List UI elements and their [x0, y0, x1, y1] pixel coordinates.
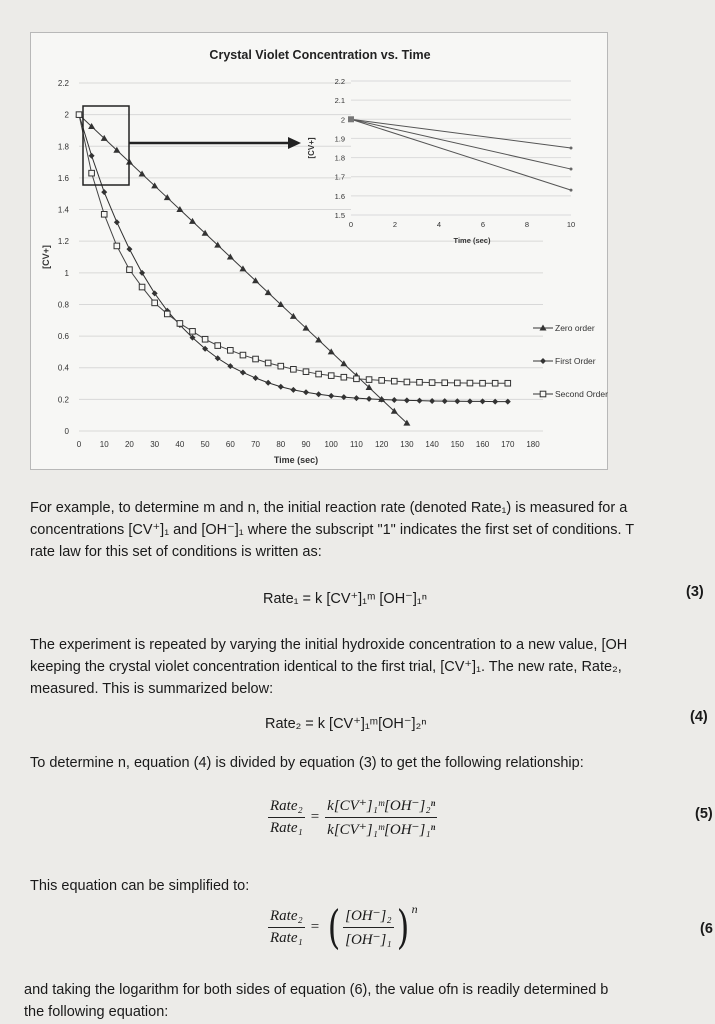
right-parenthesis: ) [396, 900, 409, 954]
data-point-second-order [467, 380, 473, 386]
main-x-axis-label: Time (sec) [273, 455, 319, 465]
chart-frame [30, 32, 608, 470]
data-point-first-order [391, 397, 397, 403]
inset-data-point [570, 189, 573, 192]
equation-3-number: (3) [686, 584, 704, 600]
paragraph-4: This equation can be simplified to: [30, 878, 250, 894]
main-x-tick-label: 0 [76, 440, 82, 449]
inset-background [351, 77, 577, 219]
data-point-first-order [417, 398, 423, 404]
paragraph-2-line-2: keeping the crystal violet concentration identical to the first trial, [CV⁺]₁. The new rate, Rate₂, [30, 659, 622, 675]
main-y-tick-label: 0.6 [57, 332, 69, 342]
legend-marker [540, 358, 546, 364]
inset-y-tick-label: 1.6 [334, 191, 345, 201]
data-point-second-order [177, 321, 183, 327]
data-point-second-order [328, 373, 334, 379]
inset-y-tick-label: 1.5 [334, 211, 345, 220]
inset-y-tick-label: 1.7 [334, 172, 345, 182]
data-point-second-order [442, 380, 448, 386]
inset-start-point [348, 116, 354, 122]
data-point-second-order [127, 267, 133, 273]
equation-6-rhs-numerator: [OH⁻]₂ [343, 906, 393, 928]
data-point-second-order [354, 376, 360, 382]
data-point-second-order [202, 336, 208, 342]
equation-4-number: (4) [690, 709, 708, 725]
data-point-first-order [114, 219, 120, 225]
main-y-tick-label: 1.2 [57, 237, 69, 247]
left-parenthesis: ( [327, 900, 341, 954]
data-point-second-order [480, 380, 486, 386]
data-point-second-order [253, 356, 259, 362]
inset-x-tick-label: 10 [566, 220, 576, 229]
inset-y-tick-label: 2.2 [334, 77, 345, 86]
equation-5-lhs-denominator: Rate₁ [270, 820, 303, 836]
data-point-second-order [417, 379, 423, 385]
data-point-second-order [391, 378, 397, 384]
data-point-second-order [152, 300, 158, 306]
main-x-tick-label: 170 [501, 440, 515, 449]
inset-x-tick-label: 4 [436, 220, 442, 229]
legend-label: First Order [555, 356, 596, 366]
chart-title: Crystal Violet Concentration vs. Time [209, 48, 431, 62]
main-y-tick-label: 0.4 [57, 363, 69, 373]
inset-x-tick-label: 8 [524, 220, 530, 229]
data-point-first-order [253, 375, 259, 381]
data-point-second-order [278, 363, 284, 369]
equation-5-rhs [325, 796, 437, 839]
equation-6 [268, 900, 418, 954]
data-point-first-order [353, 395, 359, 401]
inset-y-tick-label: 2 [340, 115, 345, 125]
legend-label: Second Order [555, 389, 608, 399]
data-point-second-order [366, 377, 372, 383]
data-point-first-order [429, 398, 435, 404]
equation-5 [268, 796, 437, 839]
equation-5-lhs [268, 798, 305, 837]
data-point-first-order [278, 384, 284, 390]
main-x-tick-label: 150 [450, 440, 465, 449]
data-point-first-order [404, 397, 410, 403]
data-point-second-order [139, 284, 145, 290]
data-point-second-order [455, 380, 461, 386]
data-point-first-order [89, 153, 95, 159]
data-point-second-order [316, 371, 322, 377]
data-point-second-order [164, 311, 170, 317]
inset-data-point [570, 147, 573, 150]
data-point-first-order [316, 391, 322, 397]
main-y-tick-label: 0.2 [57, 395, 69, 405]
equation-5-lhs-numerator: Rate₂ [268, 798, 305, 818]
data-point-second-order [114, 243, 120, 249]
data-point-first-order [303, 389, 309, 395]
main-y-tick-label: 1.6 [57, 173, 69, 183]
data-point-second-order [303, 369, 309, 375]
paragraph-5-line-1: and taking the logarithm for both sides of equation (6), the value ofn is readily determined b [24, 982, 609, 998]
inset-x-tick-label: 6 [480, 220, 486, 229]
equation-5-number: (5) [695, 806, 713, 822]
data-point-first-order [265, 380, 271, 386]
main-x-tick-label: 20 [124, 440, 134, 449]
data-point-second-order [89, 170, 95, 176]
equation-6-rhs-denominator: [OH⁻]₁ [345, 931, 392, 948]
data-point-second-order [492, 380, 498, 386]
data-point-second-order [240, 352, 246, 358]
paragraph-1-line-1: For example, to determine m and n, the initial reaction rate (denoted Rate₁) is measured for a [30, 500, 628, 516]
legend-label: Zero order [555, 323, 595, 333]
equation-5-rhs-numerator: k[CV⁺]₁ᵐ[OH⁻]₂ⁿ [325, 796, 437, 818]
inset-y-axis-label: [CV+] [307, 137, 316, 159]
main-x-tick-label: 60 [225, 440, 235, 449]
paragraph-5-line-2: the following equation: [24, 1004, 169, 1020]
data-point-first-order [139, 270, 145, 276]
inset-x-axis-label: Time (sec) [453, 236, 491, 245]
main-x-tick-label: 160 [475, 440, 490, 449]
equation-3: Rate₁ = k [CV⁺]₁ᵐ [OH⁻]₁ⁿ [263, 591, 428, 607]
main-y-tick-label: 2.2 [57, 79, 69, 88]
main-x-tick-label: 120 [374, 440, 389, 449]
equation-6-equals: = [310, 918, 320, 935]
main-y-tick-label: 1.4 [57, 205, 69, 215]
paragraph-1-line-3: rate law for this set of conditions is written as: [30, 544, 322, 560]
equation-4: Rate₂ = k [CV⁺]₁ᵐ[OH⁻]₂ⁿ [265, 716, 427, 732]
main-x-tick-label: 130 [400, 440, 414, 449]
main-x-tick-label: 10 [99, 440, 109, 449]
equation-5-equals: = [310, 809, 320, 825]
data-point-second-order [404, 379, 410, 385]
equation-6-lhs [268, 908, 305, 947]
data-point-first-order [240, 369, 246, 375]
data-point-first-order [227, 363, 233, 369]
chart-svg [31, 33, 609, 471]
data-point-second-order [101, 211, 107, 217]
data-point-second-order [505, 380, 511, 386]
data-point-second-order [190, 329, 196, 335]
equation-6-lhs-denominator: Rate₁ [270, 929, 303, 946]
inset-y-tick-label: 1.8 [334, 153, 345, 163]
paragraph-3: To determine n, equation (4) is divided by equation (3) to get the following relationship: [30, 755, 584, 771]
inset-y-tick-label: 2.1 [334, 96, 345, 106]
data-point-first-order [126, 246, 132, 252]
main-y-axis-label: [CV+] [41, 245, 51, 269]
data-point-second-order [429, 380, 435, 386]
equation-6-rhs [343, 906, 393, 949]
main-x-tick-label: 40 [175, 440, 185, 449]
paragraph-1-line-2: concentrations [CV⁺]₁ and [OH⁻]₁ where the subscript "1" indicates the first set of conditions. T [30, 522, 635, 538]
equation-6-exponent: n [411, 902, 418, 916]
equation-6-lhs-numerator: Rate₂ [268, 908, 305, 928]
paragraph-2-line-3: measured. This is summarized below: [30, 681, 274, 697]
main-x-tick-label: 180 [526, 440, 540, 449]
data-point-first-order [290, 387, 296, 393]
main-x-tick-label: 90 [301, 440, 311, 449]
main-y-tick-label: 1.8 [57, 142, 69, 152]
main-x-tick-label: 100 [324, 440, 338, 449]
legend-marker [540, 391, 546, 397]
inset-data-point [570, 168, 573, 171]
main-x-tick-label: 140 [425, 440, 439, 449]
data-point-first-order [101, 189, 107, 195]
zoom-arrow-head [288, 137, 301, 149]
inset-x-tick-label: 2 [392, 220, 398, 229]
data-point-second-order [228, 348, 234, 354]
inset-x-tick-label: 0 [348, 220, 354, 229]
data-point-second-order [379, 378, 385, 384]
data-point-second-order [215, 343, 221, 349]
equation-5-rhs-denominator: k[CV⁺]₁ᵐ[OH⁻]₁ⁿ [327, 822, 436, 838]
main-x-tick-label: 70 [251, 440, 261, 449]
main-y-tick-label: 2 [64, 110, 69, 120]
main-y-tick-label: 1 [64, 268, 69, 278]
data-point-second-order [341, 374, 347, 380]
equation-6-number: (6 [700, 921, 713, 937]
data-point-second-order [265, 360, 271, 366]
data-point-first-order [328, 393, 334, 399]
main-x-tick-label: 50 [200, 440, 210, 449]
main-x-tick-label: 30 [150, 440, 160, 449]
inset-y-tick-label: 1.9 [334, 134, 345, 144]
data-point-second-order [291, 367, 297, 373]
main-y-tick-label: 0.8 [57, 300, 69, 310]
main-y-tick-label: 0 [64, 427, 69, 436]
data-point-second-order [76, 112, 82, 118]
paragraph-2-line-1: The experiment is repeated by varying the initial hydroxide concentration to a new value, [OH [30, 637, 628, 653]
main-x-tick-label: 80 [276, 440, 286, 449]
data-point-first-order [366, 396, 372, 402]
main-x-tick-label: 110 [350, 440, 363, 449]
